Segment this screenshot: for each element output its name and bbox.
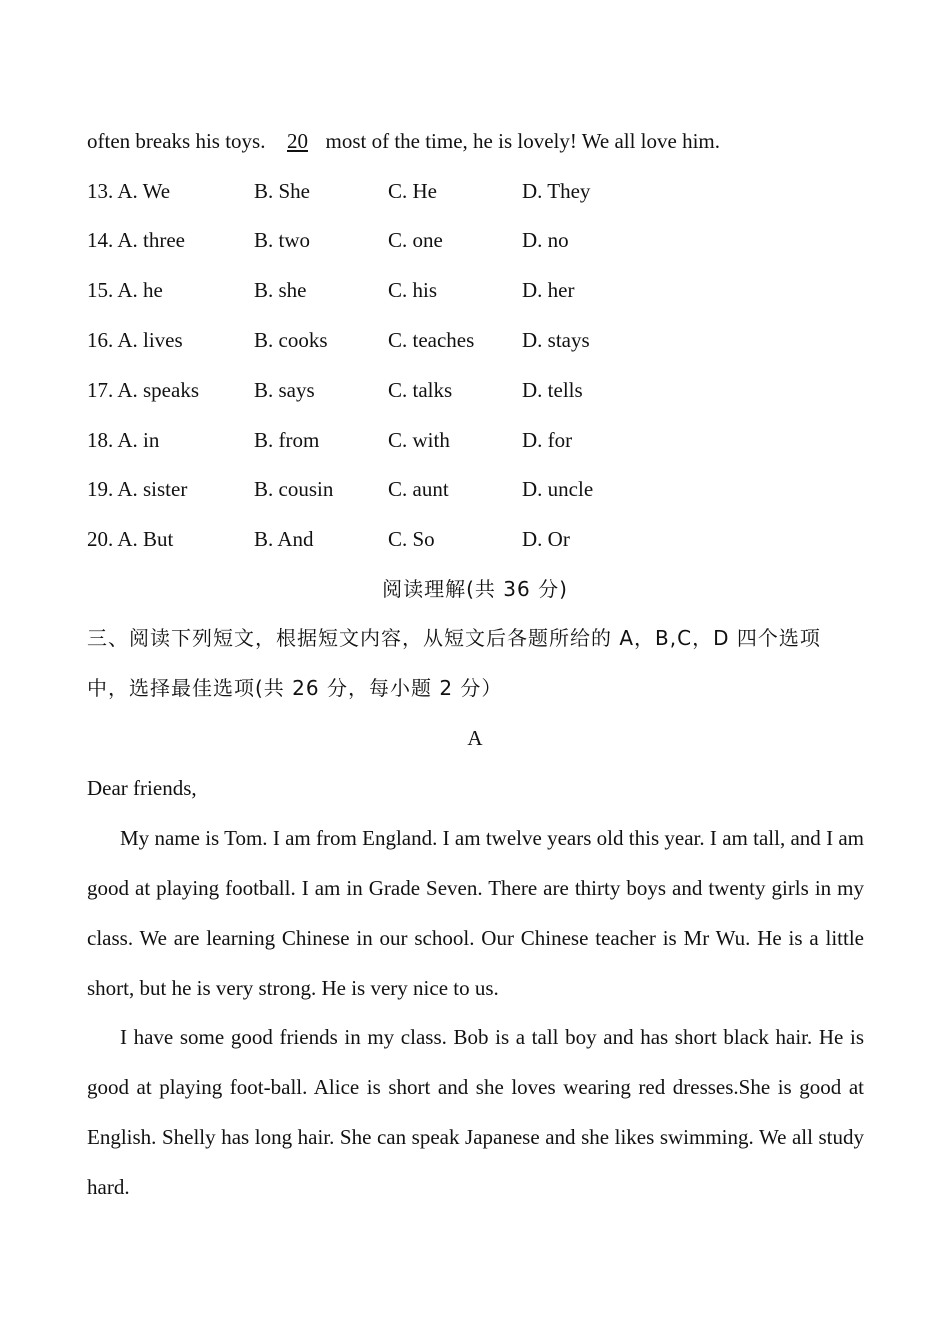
letter-paragraph-1: My name is Tom. I am from England. I am twelve years old this year. I am tall, and I am good at playing football. I am in Grade Seven. There are thirty boys and twenty girls in my class. We are learning Chinese in our school. Our Chinese teacher is Mr Wu. He is a little short, but he is very strong. He is very nice to us. <box>87 826 864 1000</box>
passage-end-before: often breaks his toys. <box>87 129 266 153</box>
passage-end-line <box>87 127 867 155</box>
option-c: C. He <box>388 179 437 203</box>
instructions-line-1: 三、阅读下列短文，根据短文内容，从短文后各题所给的 A，B,C，D 四个选项 <box>87 626 821 650</box>
option-a: 18. A. in <box>87 428 160 452</box>
option-a: 14. A. three <box>87 228 185 252</box>
option-d: D. no <box>522 228 569 252</box>
question-17 <box>87 376 867 404</box>
option-b: B. from <box>254 428 320 452</box>
passage-end-after: most of the time, he is lovely! We all love him. <box>325 129 721 153</box>
option-c: C. teaches <box>388 328 475 352</box>
option-a: 17. A. speaks <box>87 378 199 402</box>
option-b: B. And <box>254 527 314 551</box>
question-15 <box>87 276 867 304</box>
instructions-line-2: 中，选择最佳选项(共 26 分，每小题 2 分） <box>87 676 503 700</box>
passage-label: A <box>467 726 483 750</box>
question-20 <box>87 525 867 553</box>
option-d: D. Or <box>522 527 570 551</box>
option-d: D. uncle <box>522 477 594 501</box>
option-b: B. cooks <box>254 328 328 352</box>
letter-greeting: Dear friends, <box>87 776 197 800</box>
option-d: D. stays <box>522 328 590 352</box>
option-c: C. his <box>388 278 438 302</box>
option-d: D. tells <box>522 378 583 402</box>
option-b: B. two <box>254 228 311 252</box>
question-13 <box>87 177 867 205</box>
option-d: D. They <box>522 179 591 203</box>
option-a: 16. A. lives <box>87 328 183 352</box>
option-b: B. says <box>254 378 315 402</box>
question-19 <box>87 475 867 503</box>
letter-paragraph-2: I have some good friends in my class. Bob is a tall boy and has short black hair. He is good at playing foot-ball. Alice is short and she loves wearing red dresses.She is good at English. Shelly has long hair. She can speak Japanese and she likes swimming. We all study hard. <box>87 1025 864 1199</box>
option-a: 15. A. he <box>87 278 163 302</box>
section-title: 阅读理解(共 36 分) <box>382 577 568 601</box>
question-14 <box>87 226 867 254</box>
option-b: B. she <box>254 278 307 302</box>
option-d: D. her <box>522 278 575 302</box>
option-a: 19. A. sister <box>87 477 188 501</box>
option-c: C. talks <box>388 378 453 402</box>
blank-20: 20 <box>286 129 308 153</box>
option-c: C. aunt <box>388 477 449 501</box>
option-c: C. with <box>388 428 450 452</box>
option-b: B. cousin <box>254 477 334 501</box>
question-18 <box>87 426 867 454</box>
option-b: B. She <box>254 179 311 203</box>
question-16 <box>87 326 867 354</box>
option-d: D. for <box>522 428 573 452</box>
option-c: C. So <box>388 527 435 551</box>
option-a: 20. A. But <box>87 527 174 551</box>
option-c: C. one <box>388 228 443 252</box>
option-a: 13. A. We <box>87 179 171 203</box>
